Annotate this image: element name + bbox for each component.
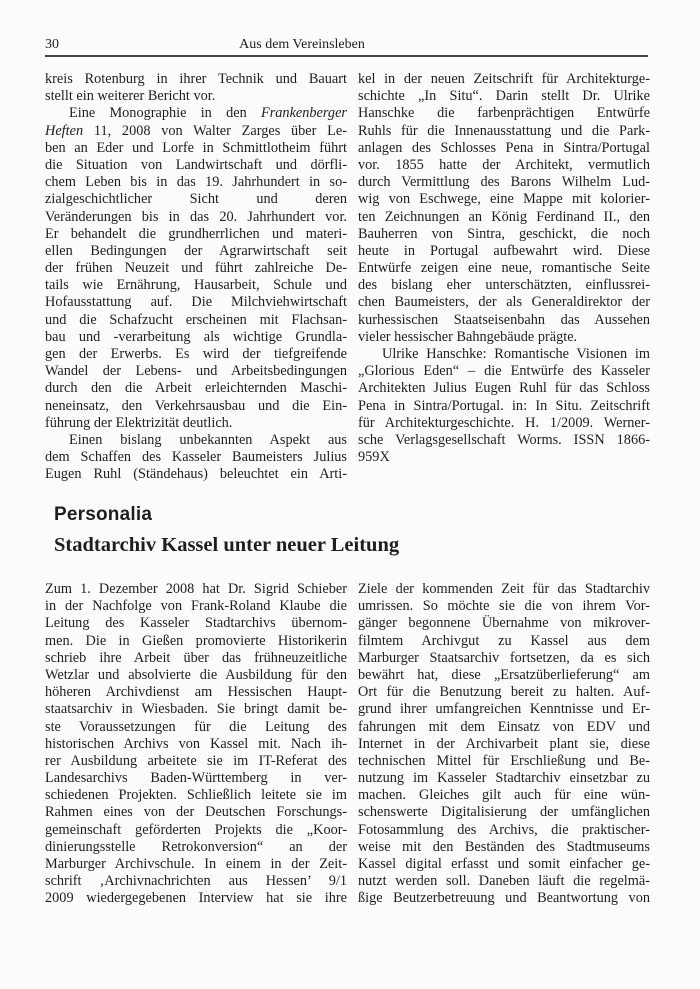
text-line: Ruhls für die Innenausstattung und die Park- [358,122,650,139]
text-line: vor. 1855 hatte der Architekt, vermutlich [358,156,650,173]
text-line: Er behandelt die grundherrlichen und materi- [45,225,347,242]
text-line: in der Nachfolge von Frank-Roland Klaube die [45,598,347,615]
text-line [45,105,347,122]
text-line: 2009 wiedergegebenen Interview hat sie ihre [45,890,347,907]
text-line: technischen Mittel für Erschließung und Be- [358,752,650,769]
text-line: Ziele der kommenden Zeit für das Stadtarchiv [358,581,650,597]
text-line: heute in Portugal aufbewahrt wird. Diese [358,242,650,259]
bottom-left-text-column [45,581,347,908]
text-line: Internet in der Archivarbeit plant sie, diese [358,735,650,752]
text-line: Einen bislang unbekannten Aspekt aus [69,431,347,448]
top-right-text-column [358,71,650,466]
header-rule [45,55,648,57]
text-line: gen der Erwerbs. Es wird der tiefgreifende [45,346,347,362]
text-line: gemeinschaft geförderten Projekts die „Koor- [45,821,347,838]
text-line: schiedenen Projekten. Schließlich leitete sie im [45,787,347,804]
text-line: machen. Gleiches gilt auch für eine wün- [358,787,650,804]
text-line: ste Voraussetzungen für die Leitung des [45,718,347,735]
text-line: kurhessischen Staatseisenbahn das Aussehen [358,311,650,328]
text-line: Hanschke die farbenprächtigen Entwürfe [358,105,650,122]
italic-text: Frankenberger [260,105,347,122]
text-line: Zum 1. Dezember 2008 hat Dr. Sigrid Schieber [45,581,347,597]
text-line: chen Baumeisters, der als Generaldirektor der [358,294,650,311]
text-line: ten Zeichnungen an König Ferdinand II., den [358,208,650,225]
text-line: Entwürfe zeigen eine neue, romantische Seite [358,260,650,277]
text-line: men. Die in Gießen promovierte Historikerin [45,632,347,649]
text-line: dem Schaffen des Kasseler Baumeisters Julius [45,449,347,466]
text-line: ellen Bedingungen der Agrarwirtschaft seit [45,242,347,259]
text-line: Marburger Archivschule. In einem in der Zeit- [45,856,347,872]
text-line: Pena in Sintra/Portugal. in: In Situ. Zeitschrift [358,397,650,414]
article-title: Stadtarchiv Kassel unter neuer Leitung [54,534,400,556]
italic-text: Heften [45,122,84,139]
top-left-text-column [45,71,347,484]
text-line: die Situation von Landwirtschaft und dörfli- [45,156,347,173]
text-line: tails wie Ernährung, Hausarbeit, Schule und [45,277,347,294]
text-line: ben an Eder und Lorfe in Schmittlotheim führt [45,139,347,156]
text-line: kreis Rotenburg in ihrer Technik und Bauart [45,71,347,87]
text-line: schrieb ihre Arbeit über das frühneuzeitliche [45,649,347,666]
text-line: Eugen Ruhl (Ständehaus) beleuchtet ein Arti- [45,466,347,483]
text-line: bau und -verarbeitung als wichtige Grundla- [45,328,347,345]
text-line: umrissen. So möchte sie die von ihrem Vor- [358,598,650,615]
text-line: Landesarchivs Baden-Württemberg in ver- [45,770,347,787]
text-line: zialgeschichtlicher Sicht und deren [45,191,347,208]
text-line: vieler hessischer Bahngebäude prägte. [358,328,578,345]
text-line: für Architekturgeschichte. H. 1/2009. Werner- [358,414,650,431]
text-line: Hofausstattung auf. Die Milchviehwirtschaft [45,294,347,311]
text-line: Ort für die Benutzung bereit zu halten. Auf- [358,684,650,701]
text-line: neneinsatz, den Verkehrsausbau und die Ein- [45,397,347,414]
text-line: durch Vermittlung des Barons Wilhelm Lud- [358,174,650,191]
text-line: anlagen des Schlosses Pena in Sintra/Portugal [358,139,650,156]
text-line: fahrungen mit dem Einsatz von EDV und [358,718,650,735]
text-line: „Glorious Eden“ – die Entwürfe des Kasseler [358,363,650,380]
text-line: ßige Beutzerbetreuung und Beantwortung von [358,890,650,907]
text-line: nutzt werden soll. Daneben läuft die regelmä- [358,873,650,890]
text-line: wig von Eschwege, eine Mappe mit kolorier- [358,191,650,208]
text-line: Ulrike Hanschke: Romantische Visionen im [382,346,650,362]
text-line: staatsarchiv in Wiesbaden. Sie bringt damit be- [45,701,347,718]
text-line: Bauherren von Sintra, geschickt, die noch [358,225,650,242]
text-line: schrift ‚Archivnachrichten aus Hessen’ 9/1 [45,873,347,890]
text-line: durch den die Arbeit erleichternden Maschi- [45,380,347,397]
text-line: historischen Archivs von Kassel mit. Nach ih- [45,735,347,752]
regular-text: Eine Monographie in den [69,105,261,122]
text-line: des bislang eher unterschätzten, einflussrei- [358,277,650,294]
text-line: Veränderungen bis in das 20. Jahrhundert vor. [45,208,347,225]
text-line: Leitung des Kasseler Stadtarchivs übernom- [45,615,347,632]
text-line: Marburger Staatsarchiv fortsetzen, da es sich [358,649,650,666]
text-line: Fotosammlung des Archivs, die praktischer- [358,821,650,838]
text-line: dinierungsstelle Retrokonversion“ an der [45,838,347,855]
text-line: filmtem Archivgut zu Kassel aus dem [358,632,650,649]
text-line: Wetzlar und absolvierte die Ausbildung für den [45,666,347,683]
text-line: bewährt hat, diese „Ersatzüberlieferung“ am [358,666,650,683]
text-line: Rahmen eines von der Deutschen Forschungs- [45,804,347,821]
text-line: grund ihrer umfangreichen Kenntnisse und Er- [358,701,650,718]
text-line: höheren Archivdienst am Hessischen Haupt- [45,684,347,701]
section-heading-personalia: Personalia [54,504,153,525]
text-line: Kassel digital erfasst und somit einfacher ge- [358,856,650,872]
text-line: Wandel der Lebens- und Arbeitsbedingungen [45,363,347,380]
text-line [45,123,347,140]
text-line: chem Leben bis in das 19. Jahrhundert in so- [45,174,347,191]
text-line: stellt ein weiterer Bericht vor. [45,88,216,105]
text-line: schenswerte Digitalisierung der umfänglichen [358,804,650,821]
text-line: und die Schafzucht erscheinen mit Flachsan- [45,311,347,328]
text-line: gänger begonnene Übernahme von mikrover- [358,615,650,632]
text-line: rer Ausbildung arbeitete sie im IT-Referat des [45,752,347,769]
text-line: der frühen Neuzeit und führt zahlreiche De- [45,260,347,277]
running-header: Aus dem Vereinsleben [239,37,365,52]
text-line: sche Verlagsgesellschaft Worms. ISSN 1866- [358,431,650,448]
page-number: 30 [45,37,59,52]
text-line: weise mit den Beständen des Stadtmuseums [358,838,650,855]
text-line: schichte „In Situ“. Darin stellt Dr. Ulrike [358,88,650,105]
text-line: kel in der neuen Zeitschrift für Architekturge- [358,71,650,87]
text-line: 959X [358,449,390,466]
bottom-right-text-column [358,581,650,908]
text-line: führung der Elektrizität deutlich. [45,414,233,431]
regular-text: 11, 2008 von Walter Zarges über Le- [83,122,347,139]
text-line: Architekten Julius Eugen Ruhl für das Schloss [358,380,650,397]
text-line: nutzung im Kasseler Stadtarchiv einsetzbar zu [358,770,650,787]
